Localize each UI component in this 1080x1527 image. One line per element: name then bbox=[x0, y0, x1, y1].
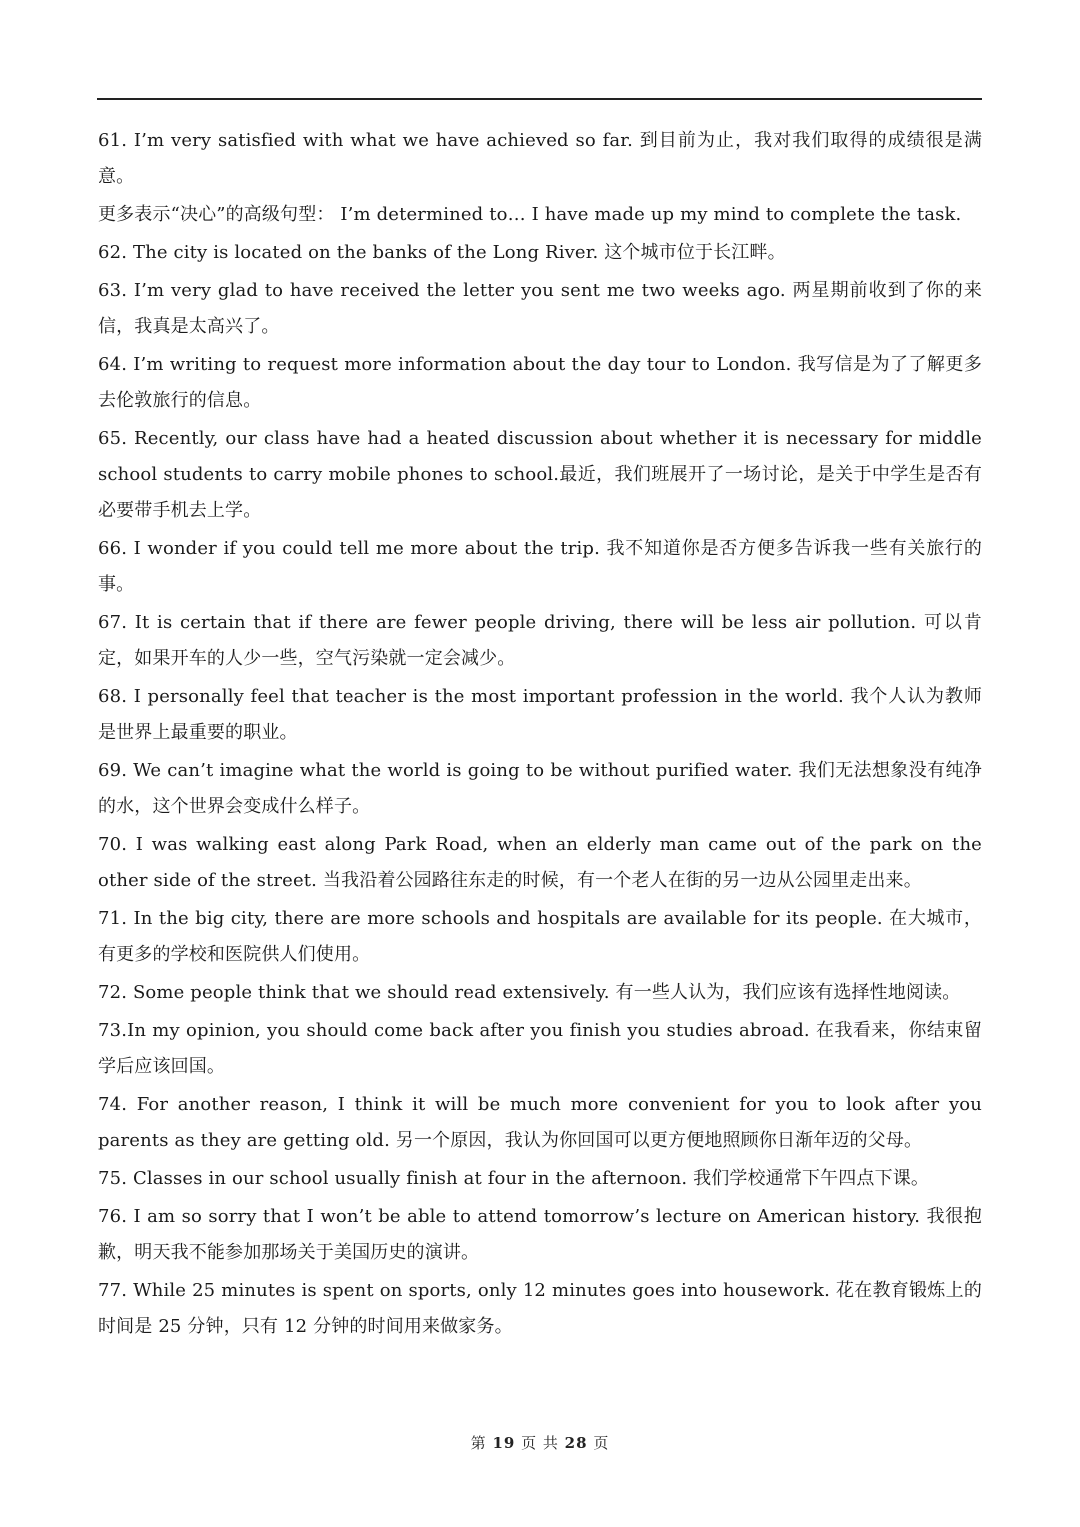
sentence-75: 75. Classes in our school usually finish at four in the afternoon. 我们学校通常下午四点下课。 bbox=[98, 1168, 930, 1189]
determination-patterns-note: 更多表示“决心”的高级句型： I’m determined to… I have made up my mind to complete the task. bbox=[98, 204, 962, 225]
sentence-71: 71. In the big city, there are more schools and hospitals are available for its people. 在大城市，有更多的学校和医院供人们使用。 bbox=[98, 908, 982, 965]
sentence-67: 67. It is certain that if there are fewer people driving, there will be less air pollution. 可以肯定，如果开车的人少一些，空气污染就一定会减少。 bbox=[98, 612, 982, 669]
sentence-61: 61. I’m very satisfied with what we have achieved so far. 到目前为止，我对我们取得的成绩很是满意。 bbox=[98, 130, 982, 187]
footer-middle: 页 共 bbox=[521, 1434, 559, 1452]
sentence-64: 64. I’m writing to request more information about the day tour to London. 我写信是为了了解更多去伦敦旅行的信息。 bbox=[98, 354, 982, 411]
sentence-73: 73.In my opinion, you should come back after you finish you studies abroad. 在我看来，你结束留学后应该回国。 bbox=[98, 1020, 982, 1077]
sentence-69: 69. We can’t imagine what the world is going to be without purified water. 我们无法想象没有纯净的水，这个世界会变成什么样子。 bbox=[98, 760, 982, 817]
sentence-68: 68. I personally feel that teacher is the most important profession in the world. 我个人认为教师是世界上最重要的职业。 bbox=[98, 686, 982, 743]
total-page-number: 28 bbox=[564, 1434, 588, 1452]
sentence-72: 72. Some people think that we should read extensively. 有一些人认为，我们应该有选择性地阅读。 bbox=[98, 982, 961, 1003]
sentence-70: 70. I was walking east along Park Road, when an elderly man came out of the park on the other side of the street. 当我沿着公园路往东走的时候，有一个老人在街的另一边从公园里走出来。 bbox=[98, 834, 982, 891]
sentence-77: 77. While 25 minutes is spent on sports, only 12 minutes goes into housework. 花在教育锻炼上的时间是 25 分钟，只有 12 分钟的时间用来做家务。 bbox=[98, 1280, 982, 1337]
sentence-63: 63. I’m very glad to have received the letter you sent me two weeks ago. 两星期前收到了你的来信，我真是太高兴了。 bbox=[98, 280, 982, 337]
sentence-66: 66. I wonder if you could tell me more about the trip. 我不知道你是否方便多告诉我一些有关旅行的事。 bbox=[98, 538, 982, 595]
footer-prefix: 第 bbox=[470, 1434, 487, 1452]
footer-suffix: 页 bbox=[593, 1434, 610, 1452]
header-rule bbox=[97, 98, 982, 100]
sentence-65: 65. Recently, our class have had a heated discussion about whether it is necessary for middle school students to carry mobile phones to school.最近，我们班展开了一场讨论，是关于中学生是否有必要带手机去上学。 bbox=[98, 428, 982, 521]
sentence-76: 76. I am so sorry that I won’t be able to attend tomorrow’s lecture on American history. 我很抱歉，明天我不能参加那场关于美国历史的演讲。 bbox=[98, 1206, 982, 1263]
current-page-number: 19 bbox=[492, 1434, 516, 1452]
document-body bbox=[98, 123, 982, 1347]
sentence-74: 74. For another reason, I think it will be much more convenient for you to look after you parents as they are getting old. 另一个原因，我认为你回国可以更方便地照顾你日渐年迈的父母。 bbox=[98, 1094, 982, 1151]
page-footer bbox=[0, 1433, 1080, 1453]
sentence-62: 62. The city is located on the banks of the Long River. 这个城市位于长江畔。 bbox=[98, 242, 786, 263]
